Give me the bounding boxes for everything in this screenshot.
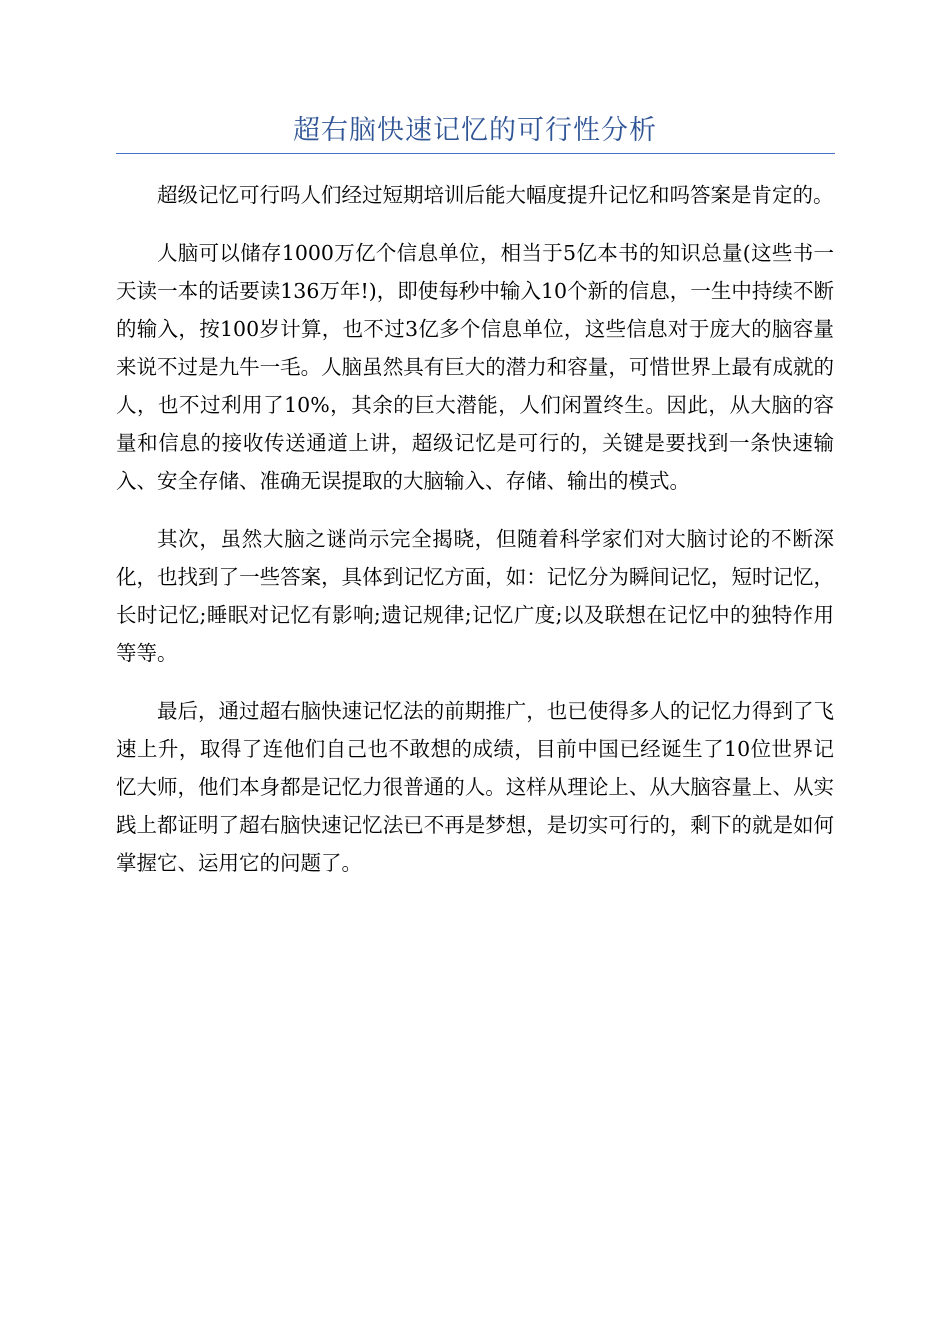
document-title: 超右脑快速记忆的可行性分析 [293,115,657,146]
paragraph-3: 其次，虽然大脑之谜尚示完全揭晓，但随着科学家们对大脑讨论的不断深化，也找到了一些答案，具体到记忆方面，如：记忆分为瞬间记忆，短时记忆，长时记忆;睡眠对记忆有影响;遗记规律;记忆广度;以及联想在记忆中的独特作用等等。 [116,527,834,665]
document-body [116,176,834,902]
title-underline [116,153,835,154]
paragraph-4: 最后，通过超右脑快速记忆法的前期推广，也已使得多人的记忆力得到了飞速上升，取得了连他们自己也不敢想的成绩，目前中国已经诞生了10位世界记忆大师，他们本身都是记忆力很普通的人。这样从理论上、从大脑容量上、从实践上都证明了超右脑快速记忆法已不再是梦想，是切实可行的，剩下的就是如何掌握它、运用它的问题了。 [116,699,834,875]
paragraph-1: 超级记忆可行吗人们经过短期培训后能大幅度提升记忆和吗答案是肯定的。 [157,183,834,207]
paragraph-2: 人脑可以储存1000万亿个信息单位，相当于5亿本书的知识总量(这些书一天读一本的话要读136万年!)，即使每秒中输入10个新的信息，一生中持续不断的输入，按100岁计算，也不过3亿多个信息单位，这些信息对于庞大的脑容量来说不过是九牛一毛。人脑虽然具有巨大的潜力和容量，可惜世界上最有成就的人，也不过利用了10%，其余的巨大潜能，人们闲置终生。因此，从大脑的容量和信息的接收传送通道上讲，超级记忆是可行的，关键是要找到一条快速输入、安全存储、准确无误提取的大脑输入、存储、输出的模式。 [116,241,834,493]
